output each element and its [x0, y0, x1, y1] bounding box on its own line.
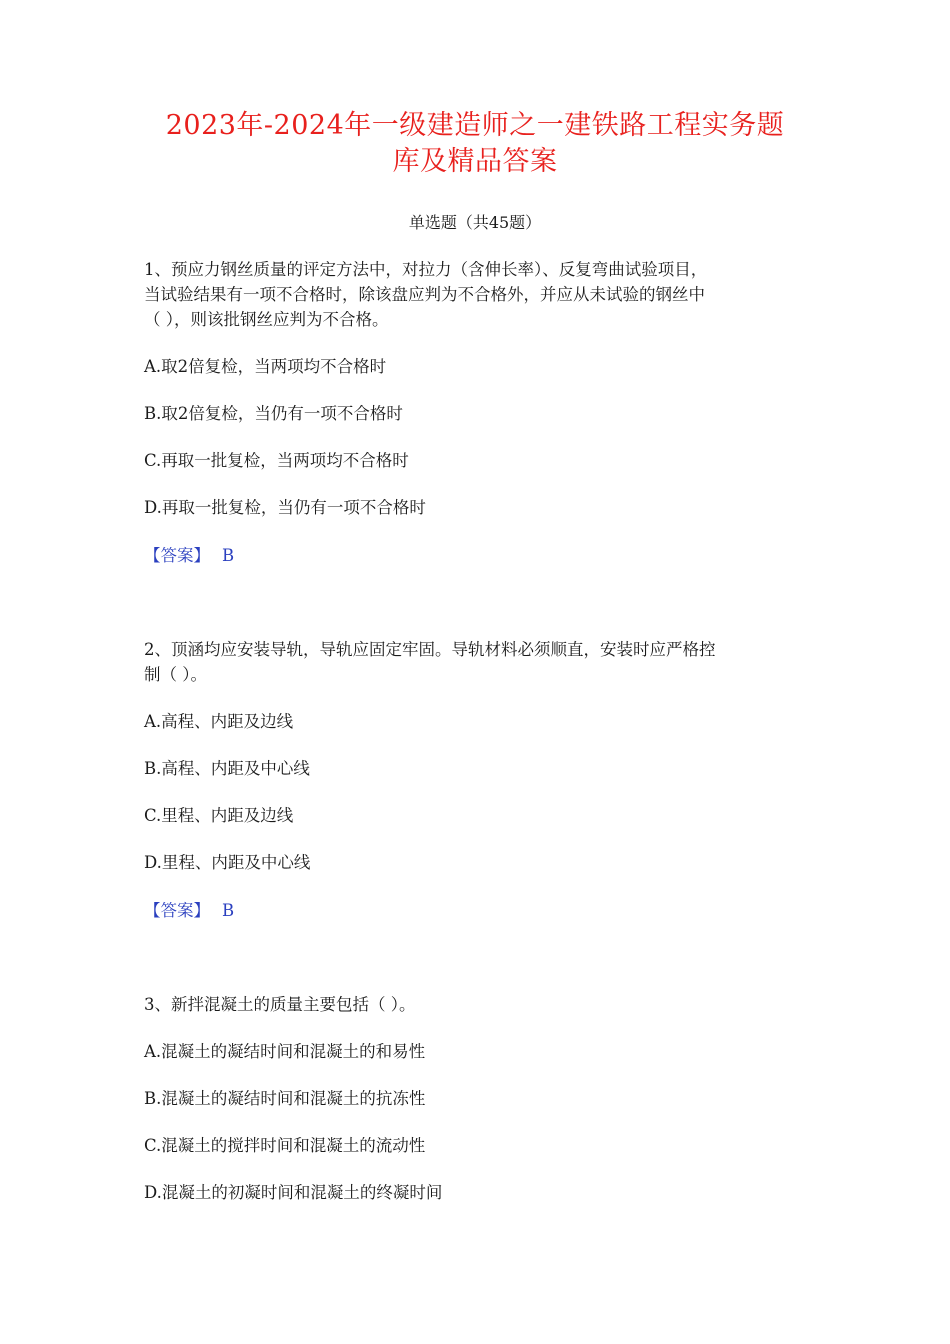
question-3-option-a: A.混凝土的凝结时间和混凝土的和易性 [144, 1042, 426, 1061]
question-1-stem-line-1: 1、预应力钢丝质量的评定方法中，对拉力（含伸长率）、反复弯曲试验项目， [144, 260, 708, 279]
question-2-answer [144, 899, 234, 923]
question-1-stem-line-3: （ ），则该批钢丝应判为不合格。 [144, 310, 389, 329]
question-1-stem-line-2: 当试验结果有一项不合格时，除该盘应判为不合格外，并应从未试验的钢丝中 [144, 285, 705, 304]
question-3-stem-line-1: 3、新拌混凝土的质量主要包括（ ）。 [144, 995, 416, 1014]
document-title-line-1: 2023年-2024年一级建造师之一建铁路工程实务题 [165, 110, 785, 141]
question-3-option-c: C.混凝土的搅拌时间和混凝土的流动性 [144, 1136, 426, 1155]
answer-value: B [222, 901, 235, 920]
answer-value: B [222, 546, 235, 565]
question-2-option-a: A.高程、内距及边线 [144, 712, 294, 731]
question-1-option-a: A.取2倍复检，当两项均不合格时 [144, 357, 387, 376]
question-1-option-c: C.再取一批复检，当两项均不合格时 [144, 451, 409, 470]
question-2-stem-line-1: 2、顶涵均应安装导轨，导轨应固定牢固。导轨材料必须顺直，安装时应严格控 [144, 640, 716, 659]
question-1-answer [144, 544, 234, 568]
question-2-stem-line-2: 制（ ）。 [144, 665, 207, 684]
answer-label: 【答案】 [144, 546, 210, 565]
section-heading: 单选题（共45题） [408, 213, 542, 232]
question-2-option-d: D.里程、内距及中心线 [144, 853, 311, 872]
question-3-option-d: D.混凝土的初凝时间和混凝土的终凝时间 [144, 1183, 443, 1202]
question-1-option-b: B.取2倍复检，当仍有一项不合格时 [144, 404, 403, 423]
question-3-option-b: B.混凝土的凝结时间和混凝土的抗冻性 [144, 1089, 426, 1108]
answer-label: 【答案】 [144, 901, 210, 920]
question-2-option-c: C.里程、内距及边线 [144, 806, 294, 825]
question-1-option-d: D.再取一批复检，当仍有一项不合格时 [144, 498, 426, 517]
question-2-option-b: B.高程、内距及中心线 [144, 759, 310, 778]
document-title-line-2: 库及精品答案 [392, 146, 558, 177]
